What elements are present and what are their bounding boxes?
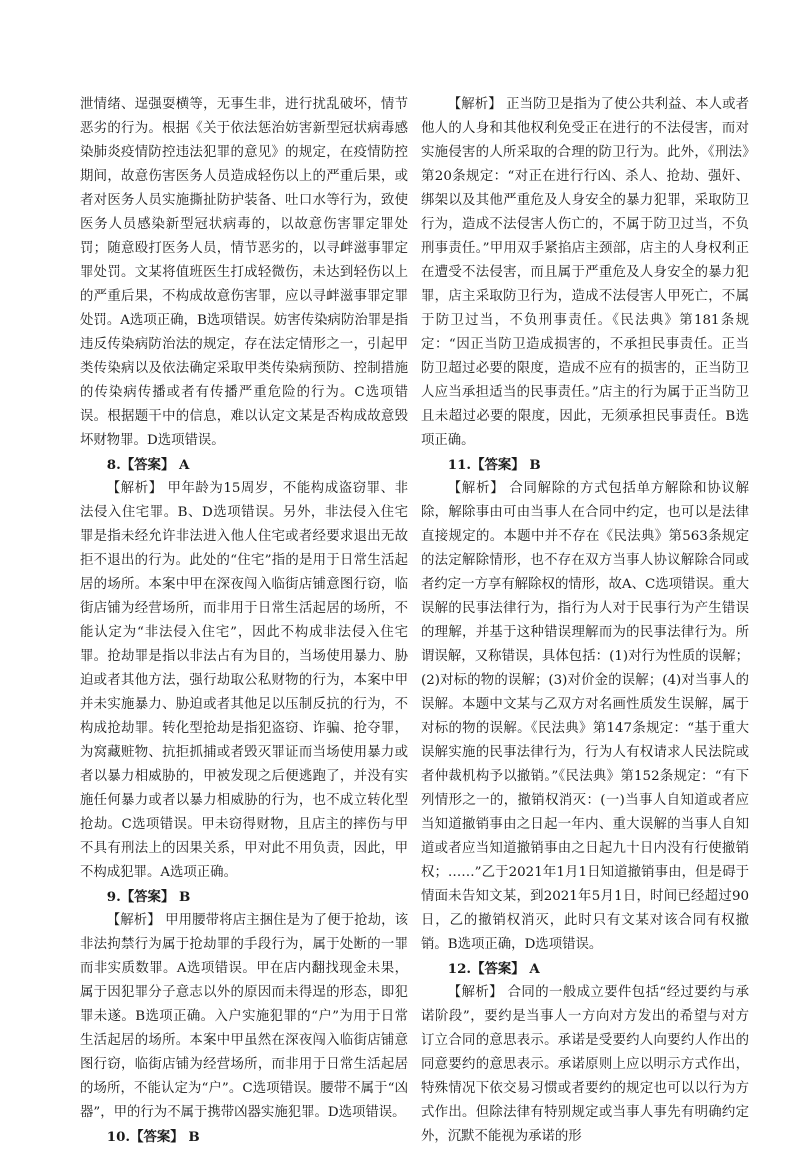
- answer-10: 10.【答案】 B: [106, 1129, 200, 1145]
- analysis-12: 【解析】 合同的一般成立要件包括“经过要约与承诺阶段”，要约是当事人一方向对方发出的希望与对方订立合同的意思表示。承诺是受要约人向要约人作出的同意要约的意思表示。承诺原则上应以明示方式作出，特殊情况下依交易习惯或者要约的规定也可以以行为方式作出。但除法律有特别规定或当事人事先有明确约定外，沉默不能视为承诺的形: [421, 985, 749, 1144]
- analysis-9: 【解析】 甲用腰带将店主捆住是为了便于抢劫，该非法拘禁行为属于抢劫罪的手段行为，属于处断的一罪而非实质数罪。A选项错误。甲在店内翻找现金未果，属于因犯罪分子意志以外的原因而未得逞的形态，即犯罪未遂。B选项正确。入户实施犯罪的“户”为用于日常生活起居的场所。本案中甲虽然在深夜闯入临街店铺意图行窃，临街店铺为经营场所，而非用于日常生活起居的场所，不能认定为“户”。C选项错误。腰带不属于“凶器”，甲的行为不属于携带凶器实施犯罪。D选项错误。: [80, 913, 408, 1120]
- right-column: [421, 93, 749, 1149]
- analysis-8: 【解析】 甲年龄为15周岁，不能构成盗窃罪、非法侵入住宅罪。B、D选项错误。另外，非法侵入住宅罪是指未经允许非法进入他人住宅或者经要求退出无故拒不退出的行为。此处的“住宅”指的是用于日常生活起居的场所。本案中甲在深夜闯入临街店铺意图行窃，临街店铺为经营场所，而非用于日常生活起居的场所，不能认定为“非法侵入住宅”，因此不构成非法侵入住宅罪。抢劫罪是指以非法占有为目的，当场使用暴力、胁迫或者其他方法，强行劫取公私财物的行为，本案中甲并未实施暴力、胁迫或者其他足以压制反抗的行为，不构成抢劫罪。转化型抢劫是指犯盗窃、诈骗、抢夺罪，为窝藏赃物、抗拒抓捕或者毁灭罪证而当场使用暴力或者以暴力相威胁的，甲被发现之后便逃跑了，并没有实施任何暴力或者以暴力相威胁的行为，也不成立转化型抢劫。C选项错误。甲未窃得财物，且店主的摔伤与甲不具有刑法上的因果关系，甲对此不用负责，因此，甲不构成犯罪。A选项正确。: [80, 481, 408, 880]
- answer-11: 11.【答案】 B: [447, 457, 541, 473]
- analysis-11: 【解析】 合同解除的方式包括单方解除和协议解除，解除事由可由当事人在合同中约定，也可以是法律直接规定的。本题中并不存在《民法典》第563条规定的法定解除情形，也不存在双方当事人协议解除合同或者约定一方享有解除权的情形，故A、C选项错误。重大误解的民事法律行为，指行为人对于民事行为产生错误的理解，并基于这种错误理解而为的民事法律行为。所谓误解，又称错误，具体包括：(1)对行为性质的误解；(2)对标的物的误解；(3)对价金的误解；(4)对当事人的误解。本题中文某与乙双方对名画性质发生误解，属于对标的物的误解。《民法典》第147条规定：“基于重大误解实施的民事法律行为，行为人有权请求人民法院或者仲裁机构予以撤销。”《民法典》第152条规定：“有下列情形之一的，撤销权消灭：(一)当事人自知道或者应当知道撤销事由之日起一年内、重大误解的当事人自知道或者应当知道撤销事由之日起九十日内没有行使撤销权；……”乙于2021年1月1日知道撤销事由，但是碍于情面未告知文某，到2021年5月1日，时间已经超过90日，乙的撤销权消灭，此时只有文某对该合同有权撤销。B选项正确，D选项错误。: [421, 481, 749, 952]
- answer-8: 8.【答案】 A: [106, 457, 190, 473]
- continued-analysis: 泄情绪、逞强耍横等，无事生非，进行扰乱破坏，情节恶劣的行为。根据《关于依法惩治妨害新型冠状病毒感染肺炎疫情防控违法犯罪的意见》的规定，在疫情防控期间，故意伤害医务人员造成轻伤以上的严重后果，或者对医务人员实施撕扯防护装备、吐口水等行为，致使医务人员感染新型冠状病毒的，以故意伤害罪定罪处罚；随意殴打医务人员，情节恶劣的，以寻衅滋事罪定罪处罚。文某将值班医生打成轻微伤，未达到轻伤以上的严重后果，不构成故意伤害罪，应以寻衅滋事罪定罪处罚。A选项正确，B选项错误。妨害传染病防治罪是指违反传染病防治法的规定，存在法定情形之一，引起甲类传染病以及依法确定采取甲类传染病预防、控制措施的传染病传播或者有传播严重危险的行为。C选项错误。根据题干中的信息，难以认定文某是否构成故意毁坏财物罪。D选项错误。: [80, 97, 408, 448]
- answer-12: 12.【答案】 A: [447, 961, 540, 977]
- analysis-10: 【解析】 正当防卫是指为了使公共利益、本人或者他人的人身和其他权利免受正在进行的不法侵害，而对实施侵害的人所采取的合理的防卫行为。此外，《刑法》第20条规定：“对正在进行行凶、杀人、抢劫、强奸、绑架以及其他严重危及人身安全的暴力犯罪，采取防卫行为，造成不法侵害人伤亡的，不属于防卫过当，不负刑事责任。”甲用双手紧掐店主颈部，店主的人身权利正在遭受不法侵害，而且属于严重危及人身安全的暴力犯罪，店主采取防卫行为，造成不法侵害人甲死亡，不属于防卫过当，不负刑事责任。《民法典》第181条规定：“因正当防卫造成损害的，不承担民事责任。正当防卫超过必要的限度，造成不应有的损害的，正当防卫人应当承担适当的民事责任。”店主的行为属于正当防卫且未超过必要的限度，因此，无须承担民事责任。B选项正确。: [421, 97, 749, 448]
- left-column: [80, 93, 408, 1149]
- answer-9: 9.【答案】 B: [106, 889, 191, 905]
